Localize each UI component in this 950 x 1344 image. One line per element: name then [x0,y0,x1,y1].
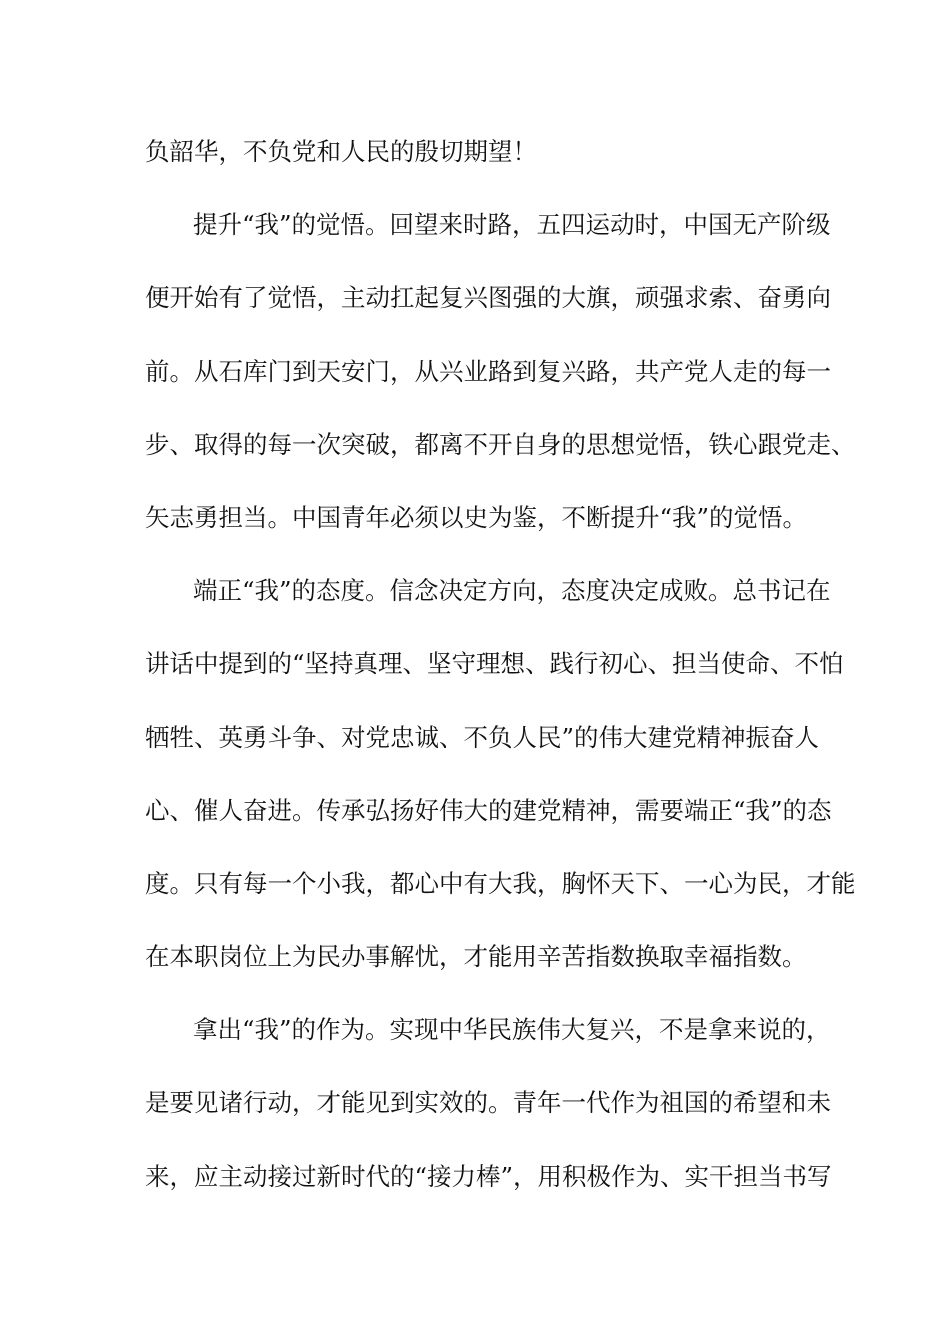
text-line: 在本职岗位上为民办事解忧，才能用辛苦指数换取幸福指数。 [145,942,807,972]
text-line: 度。只有每一个小我，都心中有大我，胸怀天下、一心为民，才能 [145,868,856,898]
text-line: 来，应主动接过新时代的“接力棒”，用积极作为、实干担当书写 [145,1161,832,1191]
text-line: 便开始有了觉悟，主动扛起复兴图强的大旗，顽强求索、奋勇向 [145,283,831,313]
text-line: 牺牲、英勇斗争、对党忠诚、不负人民”的伟大建党精神振奋人 [145,722,820,752]
text-line: 步、取得的每一次突破，都离不开自身的思想觉悟，铁心跟党走、 [145,429,856,459]
text-line: 心、催人奋进。传承弘扬好伟大的建党精神，需要端正“我”的态 [145,795,832,825]
text-line: 负韶华，不负党和人民的殷切期望！ [145,137,537,166]
text-line: 矢志勇担当。中国青年必须以史为鉴，不断提升“我”的觉悟。 [145,502,808,532]
text-line: 前。从石库门到天安门，从兴业路到复兴路，共产党人走的每一 [145,356,831,386]
text-line: 是要见诸行动，才能见到实效的。青年一代作为祖国的希望和未 [145,1088,831,1118]
paragraph-first-line: 提升“我”的觉悟。回望来时路，五四运动时，中国无产阶级 [193,210,831,240]
paragraph-first-line: 拿出“我”的作为。实现中华民族伟大复兴，不是拿来说的， [193,1015,831,1045]
document-body [145,128,856,1226]
paragraph-first-line: 端正“我”的态度。信念决定方向，态度决定成败。总书记在 [193,576,831,606]
text-line: 讲话中提到的“坚持真理、坚守理想、践行初心、担当使命、不怕 [145,649,844,679]
